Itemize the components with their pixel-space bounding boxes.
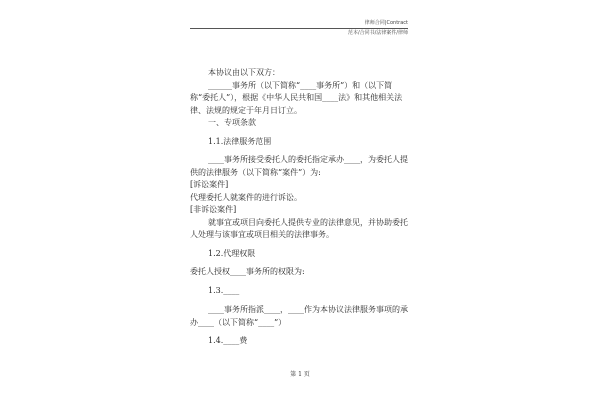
litigation-text: 代理委托人就案件的进行诉讼。 [190,192,302,202]
page-number: 第 1 页 [290,371,310,378]
header-subtitle: 范本/合同书/法律案件/律师 [347,30,408,36]
header-title: 律师合同|Contract [364,20,408,26]
clause-1-2-heading: 1.2.代理权限 [208,248,256,258]
clause-1-3-heading: 1.3.____ [208,285,240,295]
litigation-label: [诉讼案件] [190,180,229,189]
header-divider [190,28,408,29]
clause-1-3-paragraph: ____事务所指派____，____作为本协议法律服务事项的承办____（以下简称“____”） [190,305,408,327]
non-litigation-label: [非诉讼案件] [190,205,237,214]
authority-line: 委托人授权____事务所的权限为: [190,267,305,276]
parties-paragraph: ______事务所（以下简称“____事务所”）和（以下简称“委托人”），根据《中华人民共和国____法》和其他相关法律、法规的规定于年月日订立。 [190,80,403,115]
intro-line: 本协议由以下双方： [208,68,280,77]
clause-1-4-heading: 1.4.____费 [208,336,248,345]
clause-1-1-paragraph: ____事务所接受委托人的委托指定承办____，为委托人提供的法律服务（以下简称“案件”）为: [190,155,408,177]
non-litigation-text: 就事宜或项目向委托人提供专业的法律意见，并协助委托人处理与该事宜或项目相关的法律事务。 [190,217,408,239]
section-heading: 一、专项条款 [208,118,256,127]
page-header [190,20,408,37]
clause-1-1-heading: 1.1.法律服务范围 [208,136,272,146]
document-body [190,67,410,348]
